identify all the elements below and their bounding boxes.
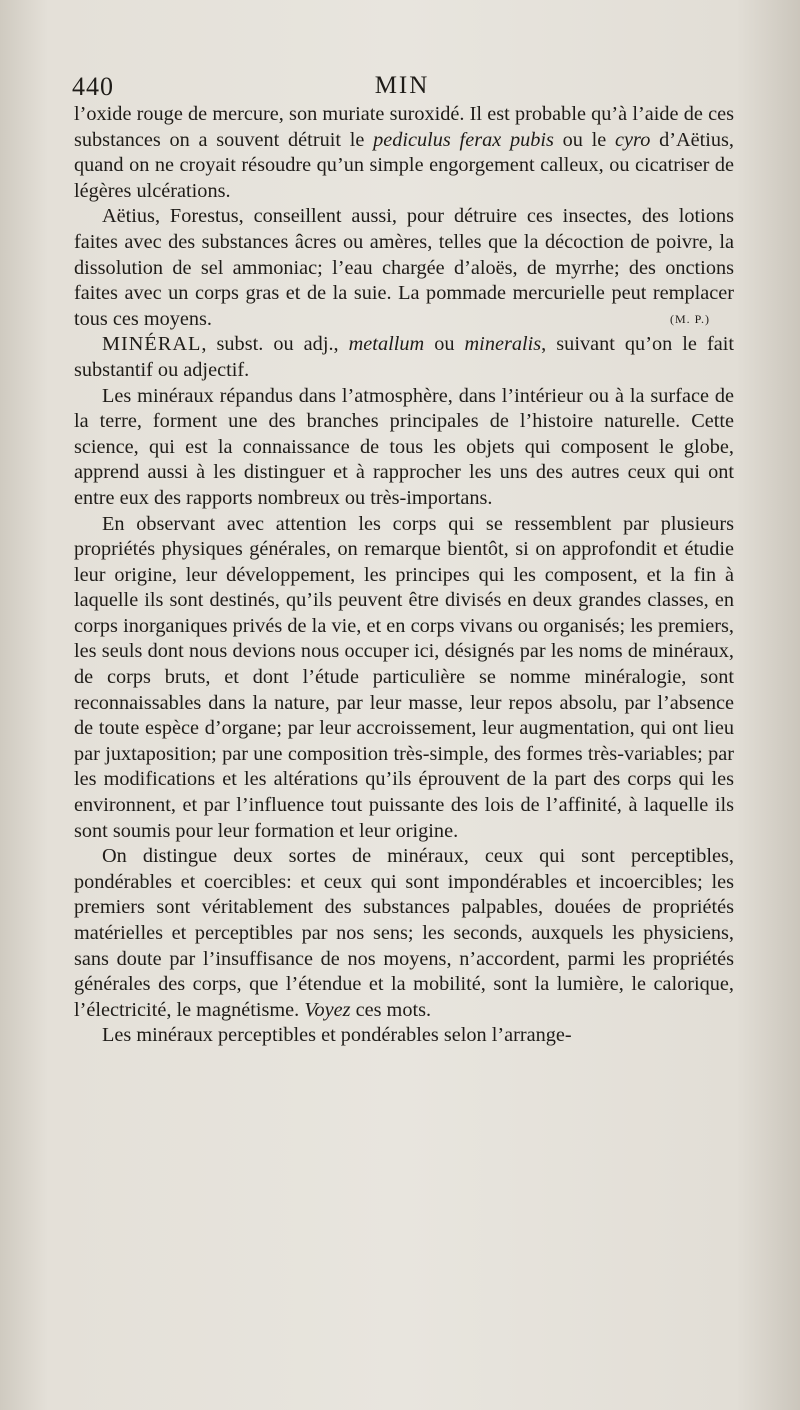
- page-header: [72, 72, 732, 106]
- headword: MINÉRAL: [102, 333, 202, 356]
- italic-term: pediculus ferax pubis: [373, 128, 554, 151]
- paragraph-mineraux-repandus: Les minéraux répandus dans l’atmosphère, dans l’intérieur ou à la surface de la terre, forment une des branches principales de l’histoire naturelle. Cette science, qui est la connaissance de tous les objets qui composent le globe, apprend aussi à les distinguer et à rapprocher les uns des autres ceux qui ont entre eux des rapports nombreux ou très-importans.: [74, 384, 734, 509]
- running-head: MIN: [374, 72, 430, 99]
- text-run: On distingue deux sortes de minéraux, ceux qui sont perceptibles, pondérables et coercibles: et ceux qui sont impondérables et incoercibles; les premiers sont véritablement des substances palpables, douées de propriétés matérielles et perceptibles par nos sens; les seconds, auxquels les physiciens, sans doute par l’insuffisance de nos moyens, n’accordent, parmi les propriétés générales des corps, que l’étendue et la mobilité, sont la lumière, le calorique, l’électricité, le magnétisme.: [74, 845, 734, 1021]
- italic-term: Voyez: [304, 998, 351, 1021]
- page-number: 440: [72, 72, 114, 101]
- author-signature: (M. P.): [669, 311, 710, 326]
- text-run: , suivant qu’on le fait substantif ou adjectif.: [74, 333, 735, 381]
- italic-term: cyro: [615, 128, 651, 151]
- text-run: ces mots.: [350, 998, 432, 1021]
- paragraph-mineraux-perceptibles: Les minéraux perceptibles et pondérables selon l’arrange-: [102, 1024, 572, 1047]
- paragraph-aetius: [74, 204, 734, 332]
- body-text: [74, 102, 734, 1049]
- text-run: d’Aëtius, quand on ne croyait résoudre qu’un simple engorgement calleux, ou cicatriser de légères ulcérations.: [74, 128, 734, 202]
- text-run: l’oxide rouge de mercure, son muriate suroxidé. Il est probable qu’à l’aide de ces substances on a souvent détruit le: [74, 103, 734, 151]
- text-run: Aëtius, Forestus, conseillent aussi, pour détruire ces insectes, des lotions faites avec des substances âcres ou amères, telles que la décoction de poivre, la dissolution de sel ammoniac; l’eau chargée d’aloës, de myrrhe; des onctions faites avec un corps gras et de la suie. La pommade mercurielle peut remplacer tous ces moyens.: [74, 205, 734, 330]
- paragraph-on-distingue: [74, 844, 734, 1023]
- italic-term: metallum: [348, 333, 425, 356]
- text-run: ou: [424, 333, 465, 356]
- text-run: ou le: [553, 128, 616, 151]
- paragraph-en-observant: En observant avec attention les corps qui se ressemblent par plusieurs propriétés physiques générales, on remarque bientôt, si on approfondit et étudie leur origine, leur développement, les principes qui les composent, et la fin à laquelle ils sont destinés, qu’ils peuvent être divisés en deux grandes classes, en corps inorganiques privés de la vie, et en corps vivans ou organisés; les premiers, les seuls dont nous devions nous occuper ici, désignés par les noms de minéraux, de corps bruts, et dont l’étude particulière se nomme minéralogie, sont reconnaissables dans la nature, par leur masse, leur repos absolu, par l’absence de toute espèce d’organe; par leur accroissement, leur augmentation, qui ont lieu par juxtaposition; par une composition très-simple, des formes très-variables; par les modifications et les altérations qu’ils éprouvent de la part des corps qui les environnent, et par l’influence tout puissante des lois de l’affinité, à laquelle ils sont soumis pour leur formation et leur origine.: [74, 512, 734, 842]
- paragraph-oxide: [74, 102, 734, 204]
- text-run: , subst. ou adj.,: [201, 333, 349, 356]
- italic-term: mineralis: [464, 333, 542, 356]
- entry-mineral: [74, 332, 734, 383]
